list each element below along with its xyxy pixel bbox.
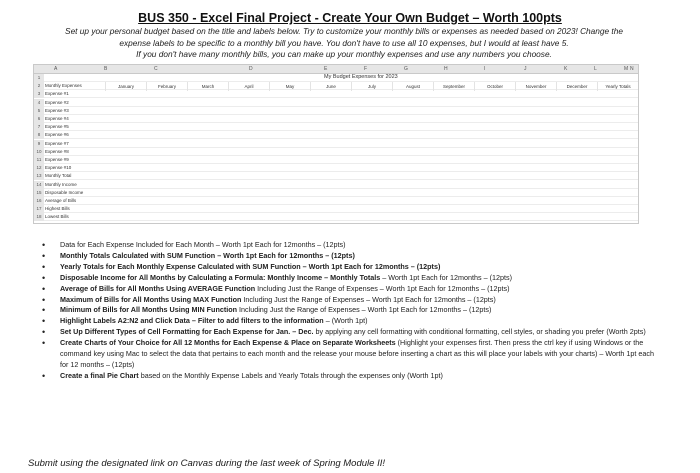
- column-letter: K: [564, 66, 568, 72]
- requirement-text: by applying any cell formatting with conditional formatting, cell styles, or shading you prefer (Worth 2pts): [313, 327, 646, 337]
- column-letter: M: [624, 66, 629, 72]
- submission-note: Submit using the designated link on Canvas during the last week of Spring Module II!: [28, 458, 385, 469]
- row-label: Average of Bills: [45, 198, 77, 203]
- requirement-lead: Highlight Labels A2:N2 and Click Data – Filter to add filters to the information: [60, 316, 324, 326]
- column-letter: C: [154, 66, 158, 72]
- row-label: Expense #3: [45, 107, 69, 113]
- row-number: 18: [34, 213, 44, 221]
- requirement-lead: Minimum of Bills for All Months Using MIN Function: [60, 305, 238, 315]
- month-header: May: [269, 82, 310, 91]
- page-title: BUS 350 - Excel Final Project - Create Your Own Budget – Worth 100pts: [138, 11, 562, 25]
- requirement-item: [30, 316, 660, 327]
- row-label: Expense #7: [45, 140, 69, 146]
- requirement-text: (Highlight your expenses first. Then press the ctrl key if using Windows or the command key using Mac to select the data that pertains to each month and the release your mouse before inserting a chart as this will place your labels with your charts) – Worth 1pt each for 12 months – (12pts): [60, 338, 654, 369]
- month-header: Yearly Totals: [597, 82, 638, 91]
- sheet-row: [34, 172, 638, 180]
- column-letter: L: [594, 66, 597, 72]
- column-letter: F: [364, 66, 368, 72]
- month-header: June: [310, 82, 351, 91]
- row-number: 6: [34, 115, 44, 123]
- requirements-list: [30, 240, 660, 382]
- requirement-item: [30, 273, 660, 284]
- month-header: December: [556, 82, 597, 91]
- sheet-row: [34, 90, 638, 98]
- row-label: Expense #8: [45, 148, 69, 154]
- sheet-row: [34, 197, 638, 205]
- row-number: 3: [34, 90, 44, 98]
- row-number: 2: [34, 82, 44, 90]
- column-letter: D: [249, 66, 253, 72]
- row-label: Expense #9: [45, 157, 69, 162]
- column-header-row: [34, 65, 638, 74]
- month-header: April: [228, 82, 269, 91]
- column-letter: N: [630, 66, 634, 72]
- row-label: Expense #6: [45, 132, 69, 138]
- row-number: 1: [34, 74, 44, 82]
- row-label: Expense #5: [45, 124, 69, 130]
- column-letter: B: [104, 66, 108, 72]
- requirement-text: – Worth 1pt Each for 12months – (12pts): [380, 272, 512, 282]
- row-number: 7: [34, 123, 44, 131]
- row-label: Highest Bills: [45, 206, 70, 212]
- requirement-item: [30, 371, 660, 382]
- sheet-row: [34, 99, 638, 107]
- requirement-text: – (Worth 1pt): [323, 316, 368, 326]
- row-label: Expense #10: [45, 165, 72, 171]
- column-letter: I: [484, 66, 486, 72]
- requirement-lead: Average of Bills for All Months Using AVERAGE Function: [60, 283, 256, 293]
- requirement-text: Including Just the Range of Expenses – Worth 1pt Each for 12months – (12pts): [237, 305, 492, 315]
- row-label: Lowest Bills: [45, 214, 69, 220]
- row-label: Expense #1: [45, 91, 69, 97]
- sheet-title: My Budget Expenses for 2023: [324, 74, 398, 80]
- intro-line: If you don't have many monthly bills, you can make up your monthly expenses and use any numbers you choose.: [136, 49, 552, 59]
- month-header: September: [433, 82, 474, 91]
- column-letter: J: [524, 66, 527, 72]
- row-number: 13: [34, 172, 44, 180]
- row-label: Monthly Expenses: [45, 83, 82, 89]
- requirement-lead: Maximum of Bills for All Months Using MAX Function: [60, 294, 242, 304]
- row-label: Monthly Total: [45, 173, 72, 179]
- requirement-item: [30, 251, 660, 262]
- column-letter: G: [404, 66, 408, 72]
- sheet-row: [34, 107, 638, 115]
- row-number: 12: [34, 164, 44, 172]
- row-number: 9: [34, 140, 44, 148]
- requirement-lead: Create Charts of Your Choice for All 12 Months for Each Expense & Place on Separate Worksheets: [60, 338, 396, 348]
- spreadsheet-image: [33, 64, 639, 224]
- row-label: Expense #4: [45, 116, 69, 121]
- month-header: August: [392, 82, 433, 91]
- row-label: [45, 74, 105, 82]
- sheet-row: [34, 140, 638, 148]
- row-number: 5: [34, 107, 44, 115]
- sheet-row: [34, 164, 638, 172]
- month-header: February: [146, 82, 187, 91]
- row-label: Expense #2: [45, 99, 69, 105]
- requirement-item: [30, 305, 660, 316]
- month-header: October: [474, 82, 515, 91]
- row-number: 14: [34, 181, 44, 189]
- row-number: 10: [34, 148, 44, 156]
- sheet-row: [34, 115, 638, 123]
- sheet-row: [34, 181, 638, 189]
- month-header: March: [187, 82, 228, 91]
- sheet-row: [34, 148, 638, 156]
- month-header: January: [105, 82, 146, 91]
- requirement-lead: Create a final Pie Chart: [60, 370, 139, 380]
- row-number: 17: [34, 205, 44, 213]
- row-number: 8: [34, 131, 44, 139]
- row-label: Disposable Income: [45, 189, 84, 195]
- requirement-lead: Set Up Different Types of Cell Formatting for Each Expense for Jan. – Dec.: [60, 327, 314, 337]
- requirement-text: Data for Each Expense Included for Each Month – Worth 1pt Each for 12months – (12pts): [60, 240, 346, 249]
- intro-line: expense labels to be specific to a monthly bill you have. You don't have to use all 10 expenses, but I would at least have 5.: [119, 37, 569, 48]
- requirement-item: [30, 327, 660, 338]
- row-number: 4: [34, 99, 44, 107]
- sheet-row: [34, 131, 638, 139]
- requirement-item: [30, 284, 660, 295]
- requirement-text: Including Just the Range of Expenses – Worth 1pt Each for 12months – (12pts): [255, 283, 510, 293]
- month-header-row: [105, 82, 638, 91]
- requirement-lead: Yearly Totals for Each Monthly Expense Calculated with SUM Function – Worth 1pt Each for 12months – (12pts): [60, 261, 441, 271]
- sheet-row: [34, 213, 638, 221]
- row-number: 16: [34, 197, 44, 205]
- requirement-text: based on the Monthly Expense Labels and Yearly Totals through the expenses only (Worth 1pt): [138, 370, 443, 380]
- requirement-text: Including Just the Range of Expenses – Worth 1pt Each for 12months – (12pts): [241, 294, 496, 304]
- requirement-lead: Monthly Totals Calculated with SUM Function – Worth 1pt Each for 12months – (12pts): [60, 250, 355, 260]
- month-header: July: [351, 82, 392, 91]
- column-letter: H: [444, 66, 448, 72]
- sheet-row: [34, 205, 638, 213]
- month-header: November: [515, 82, 556, 91]
- sheet-row: [34, 156, 638, 164]
- intro-paragraph: [34, 26, 654, 61]
- intro-line: Set up your personal budget based on the title and labels below. Try to customize your monthly bills or expenses as needed based on 2023! Change the: [65, 26, 623, 36]
- row-number: 11: [34, 156, 44, 164]
- column-letter: E: [324, 66, 328, 72]
- requirement-item: [30, 262, 660, 273]
- requirement-item: [30, 338, 660, 371]
- column-letter: A: [54, 66, 58, 72]
- row-label: Monthly Income: [45, 181, 77, 187]
- row-number: 15: [34, 189, 44, 197]
- requirement-lead: Disposable Income for All Months by Calculating a Formula: Monthly Income – Monthly Totals: [60, 272, 381, 282]
- requirement-item: [30, 295, 660, 306]
- sheet-row: [34, 123, 638, 131]
- sheet-row: [34, 189, 638, 197]
- requirement-item: [30, 240, 660, 251]
